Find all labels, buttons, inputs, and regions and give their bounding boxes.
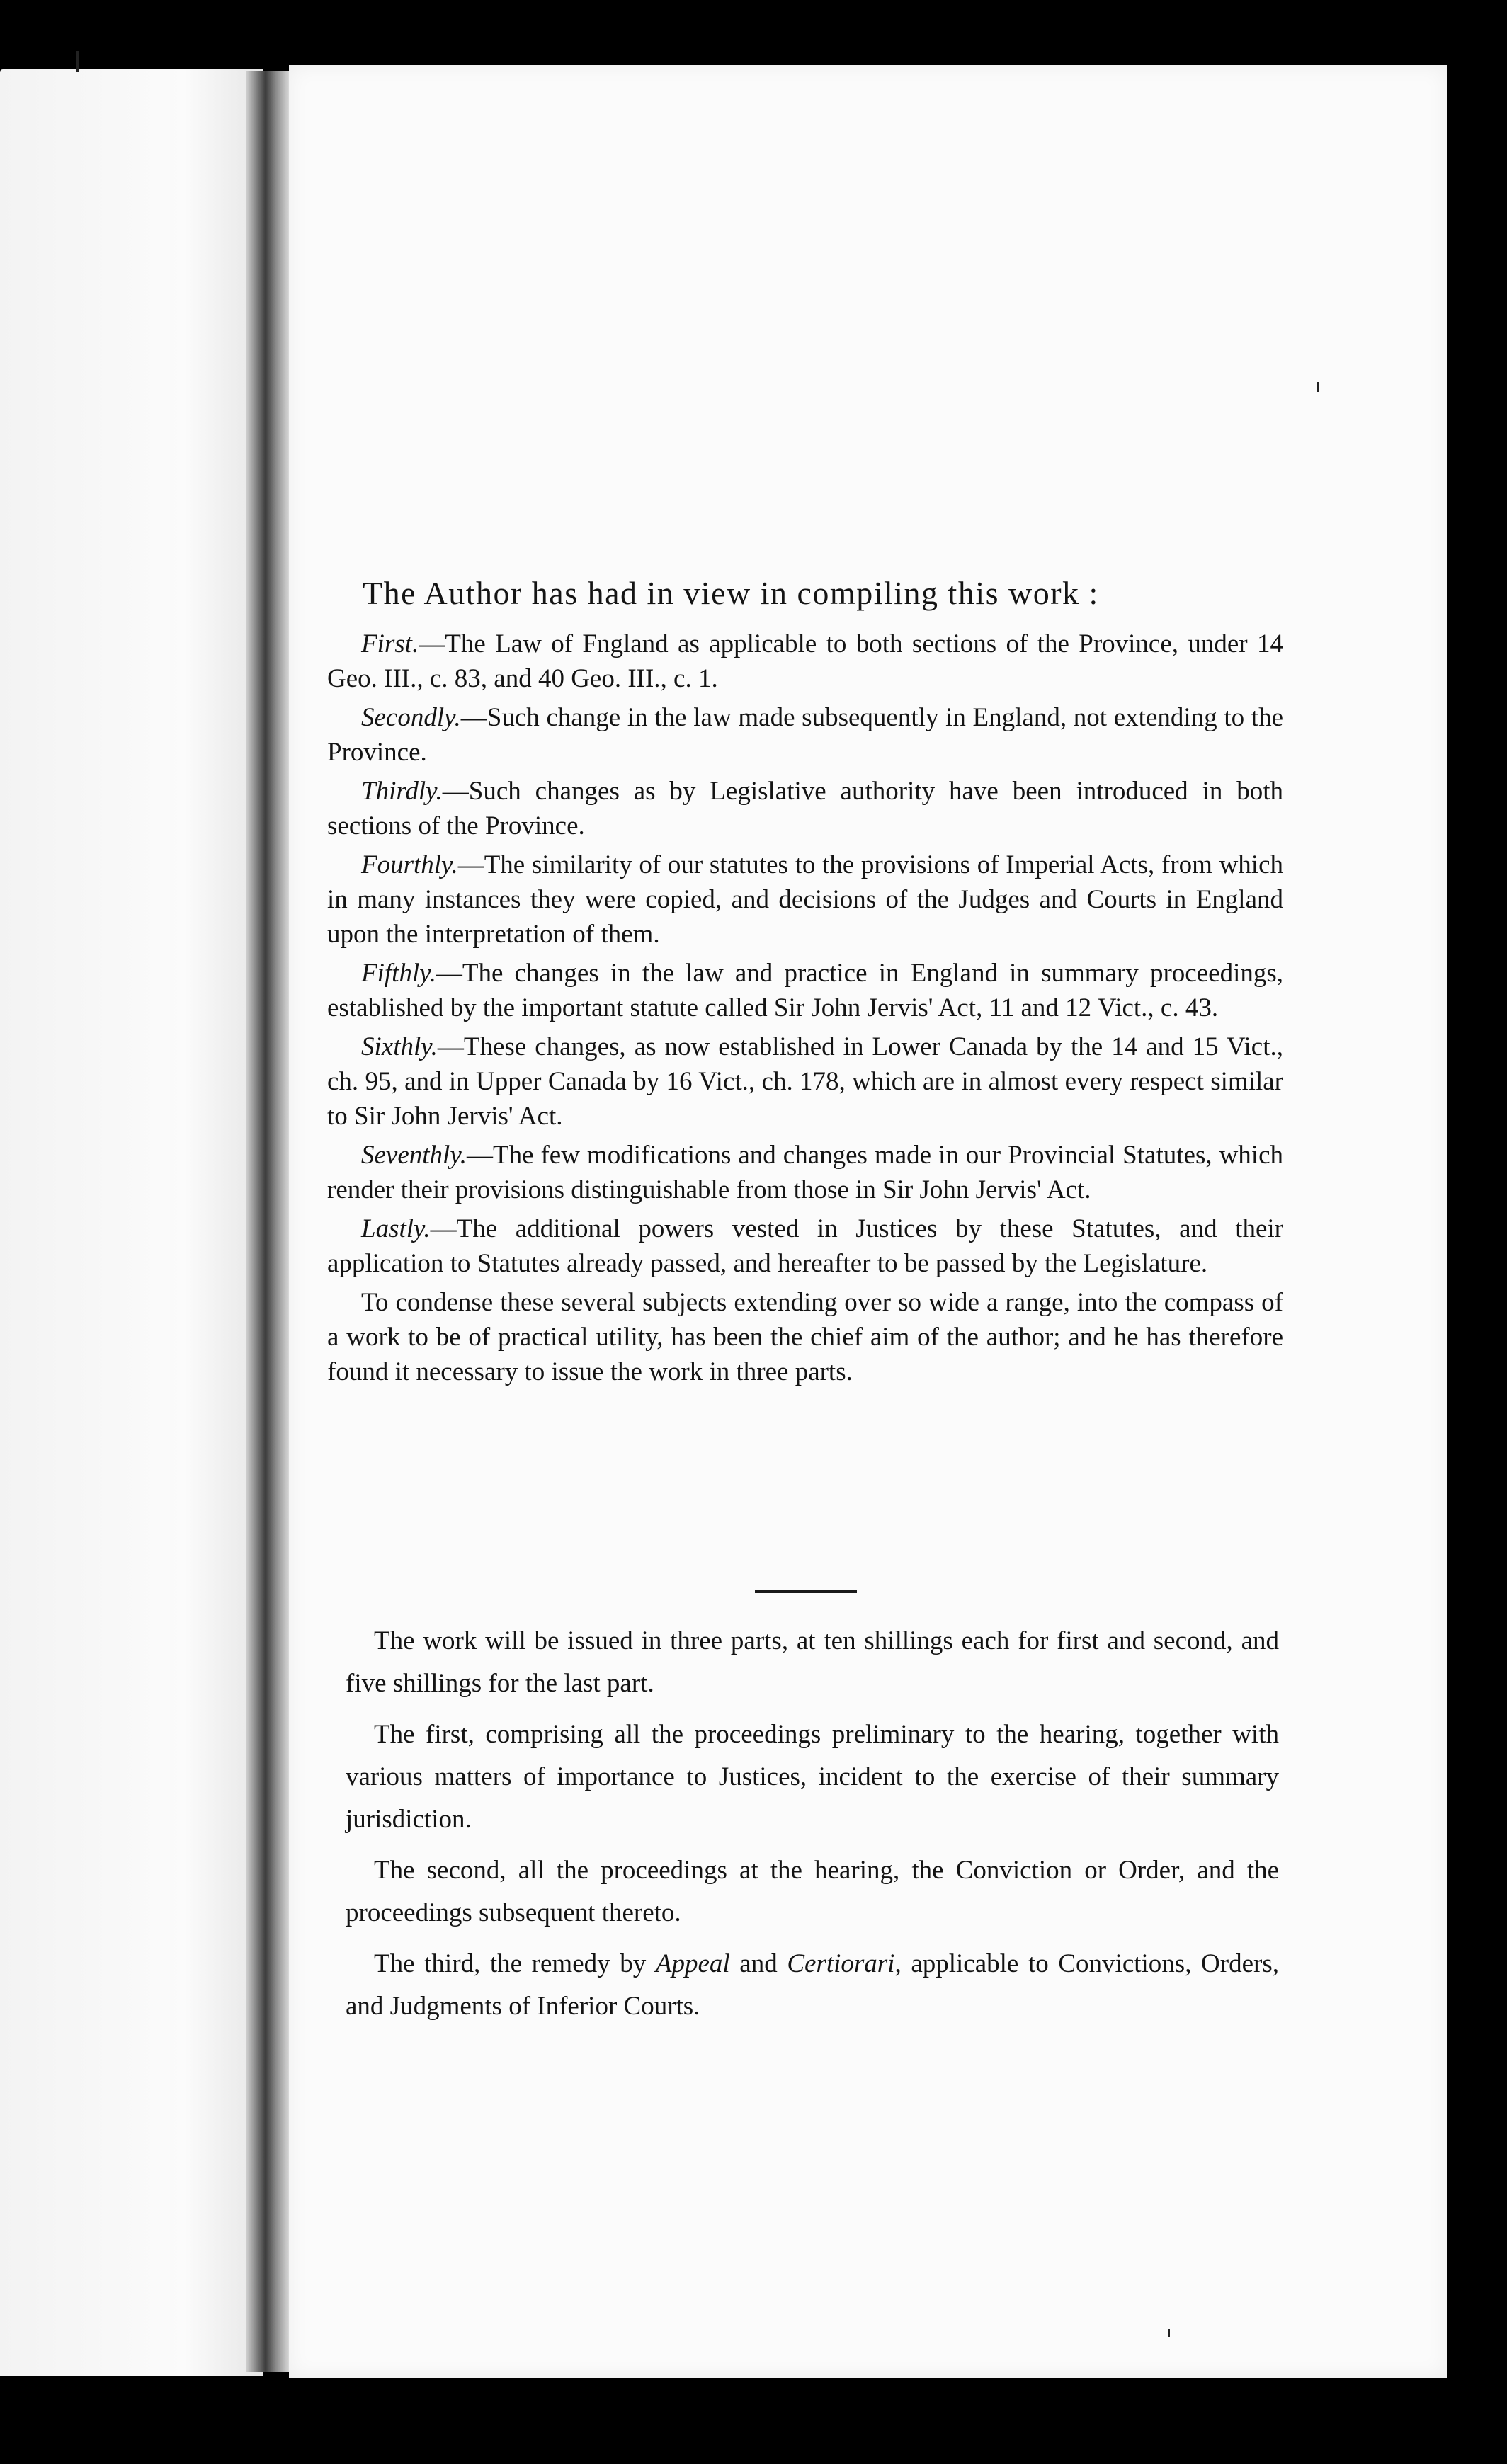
list-item [327, 848, 1283, 952]
third-text-a: The third, the remedy by [374, 1949, 656, 1978]
page-heading: The Author has had in view in compiling this work : [363, 575, 1099, 611]
issue-note: The work will be issued in three parts, at ten shillings each for first and second, and five shillings for the last part. [346, 1626, 1279, 1698]
list-item [327, 956, 1283, 1025]
item-label: First. [361, 629, 419, 658]
list-item [327, 1138, 1283, 1207]
item-label: Secondly. [361, 703, 461, 732]
third-part-note [346, 1943, 1279, 2028]
certiorari-term: Certiorari [787, 1949, 895, 1978]
preface-text [327, 570, 1283, 1393]
item-text: —The few modifications and changes made in our Provincial Statutes, which render their provisions distinguishable from those in Sir John Jervis' Act. [327, 1141, 1283, 1204]
item-label: Fifthly. [361, 959, 436, 988]
list-item [327, 700, 1283, 770]
item-text: —Such change in the law made subsequently in England, not extending to the Province. [327, 703, 1283, 767]
section-divider [755, 1590, 857, 1593]
second-part-note: The second, all the proceedings at the hearing, the Conviction or Order, and the proceedings subsequent thereto. [346, 1856, 1279, 1927]
appeal-term: Appeal [655, 1949, 730, 1978]
item-label: Lastly. [361, 1214, 431, 1243]
item-text: —The similarity of our statutes to the provisions of Imperial Acts, from which in many instances they were copied, and decisions of the Judges and Courts in England upon the interpretation of them. [327, 850, 1283, 949]
scan-mark [1317, 382, 1319, 392]
item-text: —These changes, as now established in Lower Canada by the 14 and 15 Vict., ch. 95, and in Upper Canada by 16 Vict., ch. 178, which are in almost every respect similar to Sir John Jervis' Act. [327, 1032, 1283, 1131]
first-part-note: The first, comprising all the proceedings preliminary to the hearing, together with various matters of importance to Justices, incident to the exercise of their summary jurisdiction. [346, 1720, 1279, 1834]
item-label: Thirdly. [361, 777, 443, 806]
left-page [0, 69, 263, 2376]
list-item [327, 1211, 1283, 1281]
item-label: Fourthly. [361, 850, 458, 879]
item-label: Sixthly. [361, 1032, 438, 1061]
scan-mark [76, 51, 79, 72]
item-text: —The Law of Fngland as applicable to both sections of the Province, under 14 Geo. III., c. 83, and 40 Geo. III., c. 1. [327, 629, 1283, 693]
third-and: and [729, 1949, 787, 1978]
list-item [327, 627, 1283, 696]
item-text: —The changes in the law and practice in England in summary proceedings, established by the important statute called Sir John Jervis' Act, 11 and 12 Vict., c. 43. [327, 959, 1283, 1022]
list-item [327, 774, 1283, 843]
third-text-b: , applicable to Convictions, Orders, and Judgments of Inferior Courts. [346, 1949, 1279, 2021]
scan-mark [1168, 2329, 1170, 2337]
list-item [327, 1029, 1283, 1134]
item-text: —Such changes as by Legislative authority have been introduced in both sections of the Province. [327, 777, 1283, 840]
book-spine [246, 71, 289, 2372]
publication-notes [346, 1620, 1279, 2036]
item-text: —The additional powers vested in Justices by these Statutes, and their application to Statutes already passed, and hereafter to be passed by the Legislature. [327, 1214, 1283, 1278]
item-label: Seventhly. [361, 1141, 467, 1170]
closing-paragraph [327, 1285, 1283, 1389]
item-text: To condense these several subjects extending over so wide a range, into the compass of a work to be of practical utility, has been the chief aim of the author; and he has therefore found it necessary to issue the work in three parts. [327, 1288, 1283, 1386]
